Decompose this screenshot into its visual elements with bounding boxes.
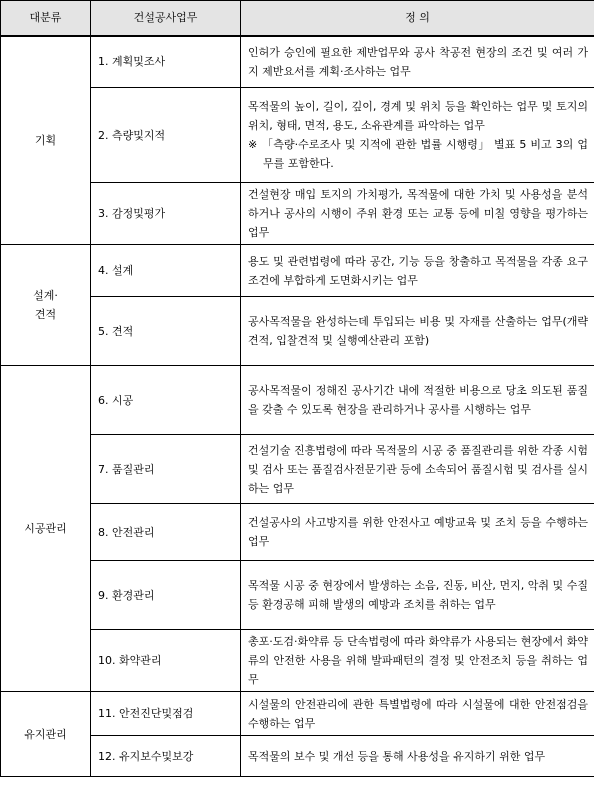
definition-cell: 공사목적물이 정해진 공사기간 내에 적절한 비용으로 당초 의도된 품질을 갖출 수 있도록 현장을 관리하거나 공사를 시행하는 업무 — [241, 366, 594, 435]
definition-cell: 시설물의 안전관리에 관한 특별법령에 따라 시설물에 대한 안전점검을 수행하는 업무 — [241, 692, 594, 736]
task-cell: 5. 견적 — [91, 297, 241, 366]
table-row — [1, 297, 594, 366]
task-cell: 4. 설계 — [91, 245, 241, 297]
category-cell: 유지관리 — [1, 692, 91, 777]
table-row — [1, 692, 594, 736]
table-row — [1, 36, 594, 88]
definition-cell: 목적물의 보수 및 개선 등을 통해 사용성을 유지하기 위한 업무 — [241, 736, 594, 777]
category-cell: 설계· 견적 — [1, 245, 91, 366]
task-cell: 8. 안전관리 — [91, 504, 241, 561]
table-row — [1, 88, 594, 183]
header-definition: 정 의 — [241, 1, 594, 36]
header-category: 대분류 — [1, 1, 91, 36]
table-body — [1, 36, 594, 777]
task-cell: 12. 유지보수및보강 — [91, 736, 241, 777]
table-row — [1, 366, 594, 435]
table-header — [1, 1, 594, 36]
task-cell: 6. 시공 — [91, 366, 241, 435]
definition-cell — [241, 88, 594, 183]
table-row — [1, 561, 594, 630]
definition-cell: 총포·도검·화약류 등 단속법령에 따라 화약류가 사용되는 현장에서 화약류의 안전한 사용을 위해 발파패턴의 결정 및 안전조치 등을 취하는 업무 — [241, 630, 594, 692]
definition-cell: 건설현장 매입 토지의 가치평가, 목적물에 대한 가치 및 사용성을 분석하거나 공사의 시행이 주위 환경 또는 교통 등에 미칠 영향을 평가하는 업무 — [241, 183, 594, 245]
task-cell: 3. 감정및평가 — [91, 183, 241, 245]
definition-cell: 건설공사의 사고방지를 위한 안전사고 예방교육 및 조치 등을 수행하는 업무 — [241, 504, 594, 561]
task-cell: 2. 측량및지적 — [91, 88, 241, 183]
task-cell: 7. 품질관리 — [91, 435, 241, 504]
task-cell: 9. 환경관리 — [91, 561, 241, 630]
table-row — [1, 736, 594, 777]
category-cell: 시공관리 — [1, 366, 91, 692]
definition-cell: 목적물 시공 중 현장에서 발생하는 소음, 진동, 비산, 먼지, 악취 및 수질 등 환경공해 피해 발생의 예방과 조치를 취하는 업무 — [241, 561, 594, 630]
definition-cell: 인허가 승인에 필요한 제반업무와 공사 착공전 현장의 조건 및 여러 가지 제반요서를 계획·조사하는 업무 — [241, 36, 594, 88]
table-row — [1, 504, 594, 561]
category-cell: 기획 — [1, 36, 91, 245]
table-row — [1, 630, 594, 692]
task-cell: 1. 계획및조사 — [91, 36, 241, 88]
definition-cell: 용도 및 관련법령에 따라 공간, 기능 등을 창출하고 목적물을 각종 요구조건에 부합하게 도면화시키는 업무 — [241, 245, 594, 297]
definition-text: 목적물의 높이, 길이, 깊이, 경계 및 위치 등을 확인하는 업무 및 토지의 위치, 형태, 면적, 용도, 소유관계를 파악하는 업무 — [248, 100, 588, 132]
table-row — [1, 183, 594, 245]
definition-cell: 건설기술 진흥법령에 따라 목적물의 시공 중 품질관리를 위한 각종 시험 및 검사 또는 품질검사전문기관 등에 소속되어 품질시험 및 검사를 실시하는 업무 — [241, 435, 594, 504]
task-cell: 11. 안전진단및점검 — [91, 692, 241, 736]
definition-cell: 공사목적물을 완성하는데 투입되는 비용 및 자재를 산출하는 업무(개략견적, 입찰견적 및 실행예산관리 포함) — [241, 297, 594, 366]
header-task: 건설공사업무 — [91, 1, 241, 36]
definition-note: ※ 「측량·수로조사 및 지적에 관한 법률 시행령」 별표 5 비고 3의 업무를 포함한다. — [248, 138, 588, 170]
table-row — [1, 245, 594, 297]
task-cell: 10. 화약관리 — [91, 630, 241, 692]
table-row — [1, 435, 594, 504]
